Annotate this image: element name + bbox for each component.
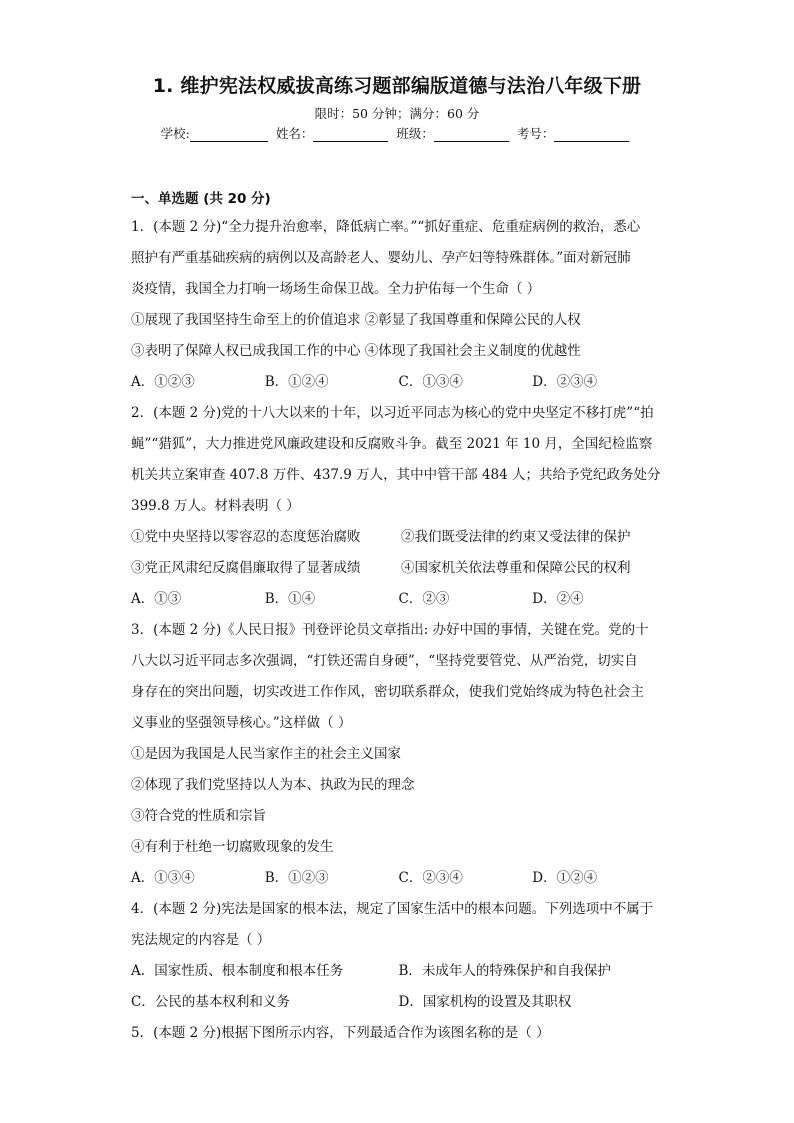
statement-line: ③符合党的性质和宗旨 bbox=[131, 808, 266, 824]
statement: ④国家机关依法尊重和保障公民的权利 bbox=[401, 560, 631, 576]
page-title: 1. 维护宪法权威拔高练习题部编版道德与法治八年级下册 bbox=[152, 75, 642, 97]
option-b[interactable]: B．①②④ bbox=[264, 374, 329, 390]
question-stem-line: 宪法规定的内容是（ ） bbox=[131, 932, 271, 948]
exam-number-label: 考号： bbox=[516, 126, 555, 141]
name-blank[interactable] bbox=[313, 128, 388, 142]
class-label: 班级： bbox=[396, 126, 434, 141]
statement: ③党正风肃纪反腐倡廉取得了显著成绩 bbox=[131, 560, 361, 576]
question-stem-line: 5．(本题 2 分)根据下图所示内容，下列最适合作为该图名称的是（ ） bbox=[131, 1025, 550, 1041]
options-row bbox=[131, 863, 666, 894]
statement-line: ①展现了我国坚持生命至上的价值追求 ②彰显了我国尊重和保障公民的人权 bbox=[131, 312, 581, 328]
option-a[interactable]: A．①②③ bbox=[131, 374, 195, 390]
question-stem-line: 八大以习近平同志多次强调，“打铁还需自身硬”，“坚持党要管党、从严治党，切实自 bbox=[131, 653, 638, 669]
question-stem-line: 照护有严重基础疾病的病例以及高龄老人、婴幼儿、孕产妇等特殊群体。”面对新冠肺 bbox=[131, 250, 631, 266]
question-stem-line: 炎疫情，我国全力打响一场场生命保卫战。全力护佑每一个生命（ ） bbox=[131, 281, 541, 297]
question-stem-line: 3．(本题 2 分)《人民日报》刊登评论员文章指出: 办好中国的事情，关键在党。党的十 bbox=[131, 622, 649, 638]
options-row bbox=[131, 584, 666, 615]
option-d[interactable]: D．②③④ bbox=[532, 374, 598, 390]
section-heading: 一、单选题 (共 20 分) bbox=[131, 191, 271, 207]
option-b[interactable]: B．未成年人的特殊保护和自我保护 bbox=[398, 963, 611, 979]
option-d[interactable]: D．国家机构的设置及其职权 bbox=[398, 994, 572, 1010]
statement-line: ③表明了保障人权已成我国工作的中心 ④体现了我国社会主义制度的优越性 bbox=[131, 343, 581, 359]
question-stem-line: 机关共立案审查 407.8 万件、437.9 万人，其中中管干部 484 人；共给予党纪政务处分 bbox=[131, 467, 661, 483]
options-row bbox=[131, 367, 666, 398]
time-score-limits: 限时：50 分钟；满分：60 分 bbox=[314, 106, 480, 121]
question-stem-line: 义事业的坚强领导核心。”这样做（ ） bbox=[131, 715, 352, 731]
question-3 bbox=[131, 615, 666, 894]
option-a[interactable]: A．①③④ bbox=[131, 870, 195, 886]
option-c[interactable]: C．①③④ bbox=[398, 374, 463, 390]
questions bbox=[131, 212, 666, 1049]
option-b[interactable]: B．①②③ bbox=[264, 870, 329, 886]
statement-line: ①是因为我国是人民当家作主的社会主义国家 bbox=[131, 746, 401, 762]
option-c[interactable]: C．公民的基本权利和义务 bbox=[131, 994, 290, 1010]
question-stem-line: 1．(本题 2 分)“全力提升治愈率，降低病亡率。”“抓好重症、危重症病例的救治，悉心 bbox=[131, 219, 641, 235]
class-blank[interactable] bbox=[434, 128, 509, 142]
question-1 bbox=[131, 212, 666, 398]
statement: ②我们既受法律的约束又受法律的保护 bbox=[401, 529, 631, 545]
question-5 bbox=[131, 1018, 666, 1049]
question-stem-line: 身存在的突出问题，切实改进工作作风，密切联系群众，使我们党始终成为特色社会主 bbox=[131, 684, 644, 700]
option-d[interactable]: D．②④ bbox=[532, 591, 584, 607]
name-label: 姓名： bbox=[275, 126, 314, 141]
question-stem-line: 399.8 万人。材料表明（ ） bbox=[131, 498, 300, 514]
statement-line: ②体现了我们党坚持以人为本、执政为民的理念 bbox=[131, 777, 415, 793]
option-a[interactable]: A．①③ bbox=[131, 591, 182, 607]
question-stem-line: 4．(本题 2 分)宪法是国家的根本法，规定了国家生活中的根本问题。下列选项中不属于 bbox=[131, 901, 654, 917]
statement-line: ④有利于杜绝一切腐败现象的发生 bbox=[131, 839, 334, 855]
option-c[interactable]: C．②③ bbox=[398, 591, 450, 607]
option-b[interactable]: B．①④ bbox=[264, 591, 316, 607]
options-row bbox=[131, 956, 666, 987]
student-info-line bbox=[0, 124, 794, 142]
statement: ①党中央坚持以零容忍的态度惩治腐败 bbox=[131, 529, 361, 545]
options-row bbox=[131, 987, 666, 1018]
option-c[interactable]: C．②③④ bbox=[398, 870, 463, 886]
question-stem-line: 蝇”“猎狐”，大力推进党风廉政建设和反腐败斗争。截至 2021 年 10 月，全国纪检监察 bbox=[131, 436, 653, 452]
school-label: 学校: bbox=[160, 126, 190, 141]
question-stem-line: 2．(本题 2 分)党的十八大以来的十年，以习近平同志为核心的党中央坚定不移打虎”“拍 bbox=[131, 405, 654, 421]
option-d[interactable]: D．①②④ bbox=[532, 870, 598, 886]
statement-row bbox=[131, 522, 666, 553]
school-blank[interactable] bbox=[190, 128, 268, 142]
exam-number-blank[interactable] bbox=[554, 128, 629, 142]
question-4 bbox=[131, 894, 666, 1018]
option-a[interactable]: A．国家性质、根本制度和根本任务 bbox=[131, 963, 344, 979]
statement-row bbox=[131, 553, 666, 584]
question-2 bbox=[131, 398, 666, 615]
